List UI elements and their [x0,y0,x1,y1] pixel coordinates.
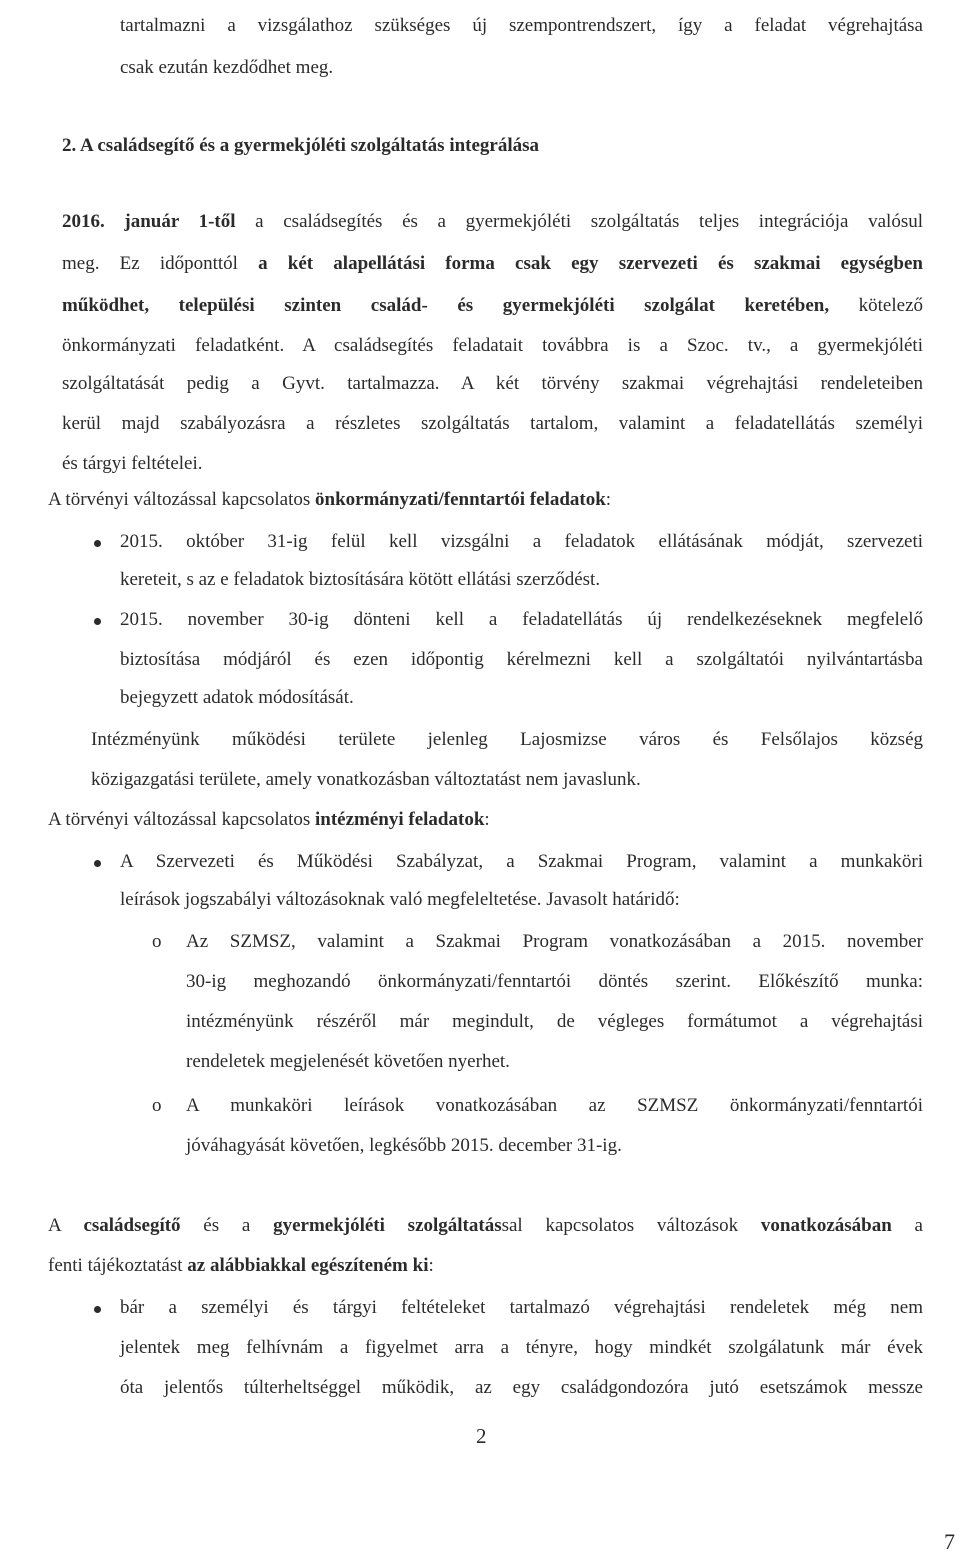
int-heading-post: : [484,809,490,830]
subitem-1-line-1: Az SZMSZ, valamint a Szakmai Program vonatkozásában a 2015. november [186,931,923,952]
final-para-l1-a: A [48,1215,84,1236]
page-number: 2 [476,1424,487,1448]
subitem-2-line-1: A munkaköri leírások vonatkozásában az SZMSZ önkormányzati/fenntartói [186,1095,923,1116]
int-heading-bold: intézményi feladatok [315,809,485,830]
onk-heading-post: : [605,489,612,510]
subitem-1-line-2: 30-ig meghozandó önkormányzati/fenntartói döntés szerint. Előkészítő munka: [186,971,923,992]
final-para-l1-b2: gyermekjóléti szolgáltatás [273,1215,502,1236]
onk-item-2-line-3: bejegyzett adatok módosítását. [120,687,354,708]
para1-line-2-bold: a két alapellátási forma csak egy szervezeti és szakmai egységben [258,253,923,274]
final-para-l2-c: : [428,1255,434,1276]
onk-heading-bold: önkormányzati/fenntartói feladatok [315,489,606,510]
corner-page-number: 7 [944,1529,955,1554]
final-para-l1-b3: vonatkozásában [760,1215,892,1236]
bullet-icon [94,860,101,867]
para1-line-4: önkormányzati feladatként. A családsegítés feladatait továbbra is a Szoc. tv., a gyermekjóléti [62,335,923,356]
onk-heading [48,488,611,512]
final-item-line-3: óta jelentős túlterheltséggel működik, az egy családgondozóra jutó esetszámok messze [120,1377,923,1398]
onk-item-1-line-2: kereteit, s az e feladatok biztosítására kötött ellátási szerződést. [120,569,601,590]
onk-heading-pre: A törvényi változással kapcsolatos [48,489,315,510]
subitem-1-line-3: intézményünk részéről már megindult, de végleges formátumot a végrehajtási [186,1011,923,1032]
final-item-line-1: bár a személyi és tárgyi feltételeket tartalmazó végrehajtási rendeletek még nem [120,1297,923,1318]
int-item-line-2: leírások jogszabályi változásoknak való megfeleltetése. Javasolt határidő: [120,889,680,910]
onk-item-2-line-2: biztosítása módjáról és ezen időpontig kérelmezni kell a szolgáltatói nyilvántartásba [120,649,923,670]
intro-line-1: tartalmazni a vizsgálathoz szükséges új szempontrendszert, így a feladat végrehajtása [120,15,923,36]
bullet-icon [94,540,101,547]
final-para-line-2 [48,1254,434,1278]
para1-line-1 [62,210,923,234]
int-heading-pre: A törvényi változással kapcsolatos [48,809,315,830]
area-para-line-2: közigazgatási területe, amely vonatkozásban változtatást nem javaslunk. [91,769,641,790]
bullet-icon [94,618,101,625]
section-heading: 2. A családsegítő és a gyermekjóléti szolgáltatás integrálása [62,135,540,156]
onk-item-1-line-1: 2015. október 31-ig felül kell vizsgálni a feladatok ellátásának módját, szervezeti [120,531,923,552]
intro-line-2: csak ezután kezdődhet meg. [120,57,334,78]
int-item-line-1: A Szervezeti és Működési Szabályzat, a Szakmai Program, valamint a munkaköri [120,851,923,872]
para1-line-1-rest: a családsegítés és a gyermekjóléti szolgáltatás teljes integrációja valósul [235,211,923,232]
para1-line-5: szolgáltatását pedig a Gyvt. tartalmazza. A két törvény szakmai végrehajtási rendeleteiben [62,373,923,394]
final-para-l1-c: és a [180,1215,274,1236]
final-para-l1-e: a [891,1215,923,1236]
para1-line-2 [62,252,923,276]
final-para-l2-b: az alábbiakkal egészíteném ki [187,1255,429,1276]
circle-bullet-icon: o [152,1095,162,1116]
para1-line-6: kerül majd szabályozásra a részletes szolgáltatás tartalom, valamint a feladatellátás személyi [62,413,923,434]
para1-date: 2016. január 1-től [62,211,236,232]
para1-line-3 [62,294,923,318]
final-para-l1-b1: családsegítő [83,1215,181,1236]
final-para-line-1 [48,1214,923,1238]
onk-item-2-line-1: 2015. november 30-ig dönteni kell a feladatellátás új rendelkezéseknek megfelelő [120,609,923,630]
para1-line-3-bold: működhet, települési szinten család- és gyermekjóléti szolgálat keretében, [62,295,830,316]
final-item-line-2: jelentek meg felhívnám a figyelmet arra a tényre, hogy mindkét szolgálatunk már évek [120,1337,923,1358]
para1-line-3-rest: kötelező [829,295,924,316]
area-para-line-1: Intézményünk működési területe jelenleg Lajosmizse város és Felsőlajos község [91,729,923,750]
para1-line-2-start: meg. Ez időponttól [62,253,259,274]
subitem-1-line-4: rendeletek megjelenését követően nyerhet. [186,1051,510,1072]
circle-bullet-icon: o [152,931,162,952]
final-para-l1-d: sal kapcsolatos változások [501,1215,761,1236]
bullet-icon [94,1306,101,1313]
para1-line-7: és tárgyi feltételei. [62,453,203,474]
int-heading [48,808,490,832]
subitem-2-line-2: jóváhagyását követően, legkésőbb 2015. december 31-ig. [186,1135,622,1156]
final-para-l2-a: fenti tájékoztatást [48,1255,188,1276]
